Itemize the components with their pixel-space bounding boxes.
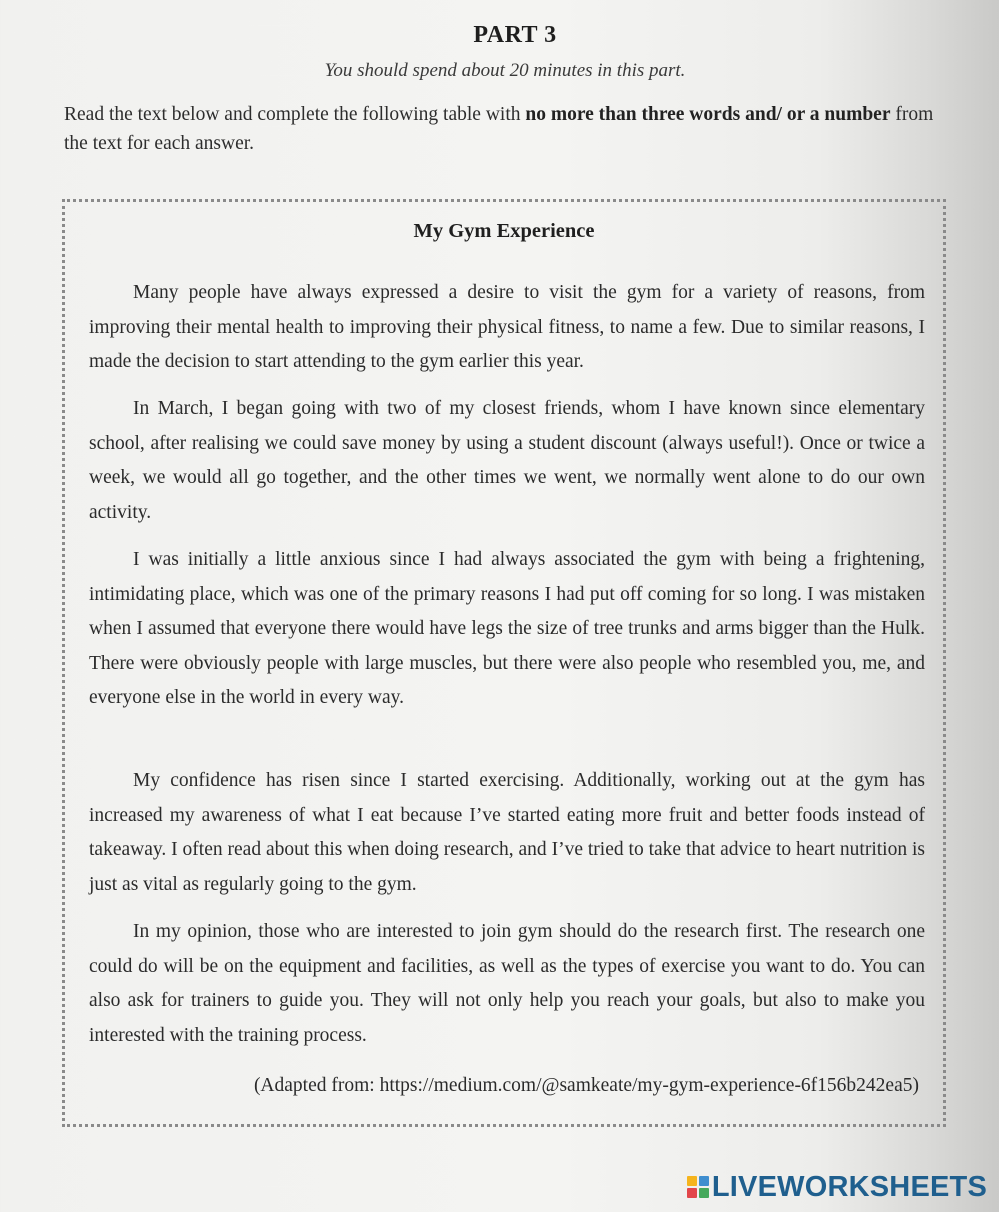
instructions — [64, 100, 950, 158]
liveworksheets-logo-icon — [687, 1176, 709, 1198]
passage-paragraph-1: Many people have always expressed a desire to visit the gym for a variety of reasons, from improving their mental health to improving their physical fitness, to name a few. Due to similar reasons, I made the decision to start attending to the gym earlier this year. — [89, 282, 925, 372]
time-note: You should spend about 20 minutes in this part. — [324, 60, 686, 81]
instructions-bold: no more than three words and/ or a number — [525, 104, 891, 125]
passage-paragraph-5: In my opinion, those who are interested to join gym should do the research first. The research one could do will be on the equipment and facilities, as well as the types of exercise you want to do. You can also ask for trainers to guide you. They will not only help you reach your goals, but also to make you interested with the training process. — [89, 921, 925, 1046]
logo-text: LIVEWORKSHEETS — [711, 1170, 987, 1203]
instructions-tail: from the text for each answer. — [64, 104, 934, 154]
passage-title: My Gym Experience — [413, 220, 595, 242]
passage-paragraph-4: My confidence has risen since I started exercising. Additionally, working out at the gym has increased my awareness of what I eat because I’ve started eating more fruit and better foods instead of takeaway. I often read about this when doing research, and I’ve tried to take that advice to heart nutrition is just as vital as regularly going to the gym. — [89, 770, 925, 895]
instructions-lead: Read the text below and complete the following table with — [64, 104, 526, 125]
passage-paragraph-3: I was initially a little anxious since I had always associated the gym with being a frightening, intimidating place, which was one of the primary reasons I had put off coming for so long. I was mistaken when I assumed that everyone there would have legs the size of tree trunks and arms bigger than the Hulk. There were obviously people with large muscles, but there were also people who resembled you, me, and everyone else in the world in every way. — [89, 549, 925, 708]
part-title: PART 3 — [473, 22, 557, 48]
passage-source: (Adapted from: https://medium.com/@samkeate/my-gym-experience-6f156b242ea5) — [253, 1075, 919, 1096]
passage-box — [62, 199, 946, 1127]
liveworksheets-logo — [687, 1170, 987, 1204]
passage-paragraph-2: In March, I began going with two of my closest friends, whom I have known since elementary school, after realising we could save money by using a student discount (always useful!). Once or twice a week, we would all go together, and the other times we went, we normally went alone to do our own activity. — [89, 398, 925, 523]
